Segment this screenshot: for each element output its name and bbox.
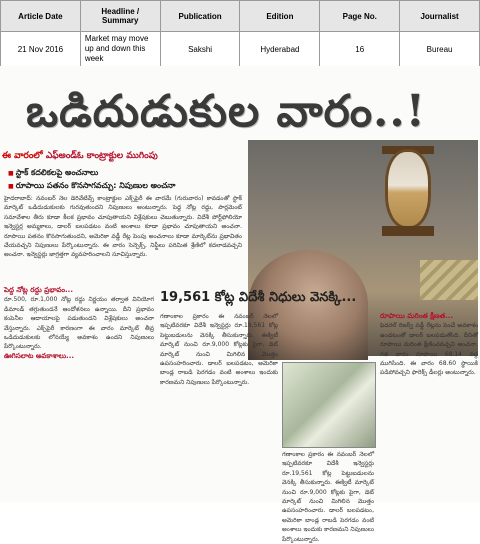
header-headline-summary: Headline / Summary: [80, 1, 160, 32]
article-right-text: ఫెడరల్ రిజర్వ్ వడ్డీ రేట్లను పెంచే అవకాశం ఉండటంతో డాలర్ బలపడుతోంది. దీనితో రూపాయి మరింత క్షీణించవచ్చని అంచనా. గత వారం రూపాయి 68.14 వద్ద ముగిసింది. ఈ వారం 68.60 స్థాయికి పడిపోవచ్చని ఫారెక్స్ డీలర్లు అంటున్నారు.: [380, 322, 478, 377]
article-left-text: రూ.500, రూ.1,000 నోట్ల రద్దు నిర్ణయం తర్వాత వినియోగ డిమాండ్ తగ్గుతుందనే ఆందోళనలు ఉన్నాయి. దీని ప్రభావం కంపెనీల ఆదాయాలపై పడుతుందని విశ్లేషకులు అంచనా వేస్తున్నారు. ఎక్స్‌పైరీ కారణంగా ఈ వారం మార్కెట్ తీవ్ర ఒడిదుడుకులకు లోనయ్యే అవకాశం ఉందని నిపుణులు పేర్కొంటున్నారు.: [4, 296, 154, 351]
photo-hourglass: [388, 152, 428, 226]
photo-hourglass-base: [382, 226, 434, 236]
article-left-column: [4, 286, 154, 500]
section-heading-volatility: ఊగిసలాట అవకాశాలు...: [4, 351, 75, 360]
section-heading-rupee: రూపాయి మరింత క్షీణత...: [380, 312, 454, 320]
article-lower-middle-text: గణాంకాల ప్రకారం ఈ నవంబర్ నెలలో ఇప్పటివరకూ విదేశీ ఇన్వెస్టర్లు రూ.19,561 కోట్ల పెట్టుబడులను వెనక్కి తీసుకున్నారు. ఈక్విటీ మార్కెట్ నుంచి రూ.9,000 కోట్లకు పైగా, డెట్ మార్కెట్ నుంచి మిగిలిన మొత్తం ఉపసంహరించారు. డాలర్ బలపడటం, అమెరికా బాండ్ల రాబడి పెరగడం వంటి అంశాలు ఇందుకు కారణమని నిపుణులు పేర్కొంటున్నారు.: [282, 451, 374, 543]
bullet-item: ■ స్టాక్ కదలికలపై అంచనాలు: [8, 166, 240, 179]
cell-headline-summary: Market may move up and down this week: [80, 32, 160, 67]
clipping-metadata-table: [0, 0, 480, 67]
cell-article-date: 21 Nov 2016: [1, 32, 81, 67]
fpi-subheading: 19,561 కోట్ల విదేశీ నిధులు వెనక్కి...: [160, 290, 357, 305]
header-publication: Publication: [160, 1, 240, 32]
table-row: [1, 32, 480, 67]
section-heading-note-ban: పెద్ద నోట్ల రద్దు ప్రభావం...: [4, 286, 73, 294]
article-intro-text: హైదరాబాద్: నవంబర్ నెల డెరివేటివ్స్ కాంట్రాక్టుల ఎక్స్‌పైరీ ఈ వారమే (గురువారం) కావడంతో స్టాక్ మార్కెట్ ఒడిదుడుకులకు గురవుతుందని నిపుణులు అంటున్నారు. పెద్ద నోట్ల రద్దు, పార్లమెంట్ సమావేశాల తీరు కూడా కీలక ప్రభావం చూపుతాయని విశ్లేషకులు చెబుతున్నారు. విదేశీ పోర్ట్‌ఫోలియో ఇన్వెస్టర్ల అమ్మకాలు, డాలర్ బలపడటం వంటి అంశాలు కూడా ప్రభావం చూపుతాయని అంచనా. రూపాయి పతనం కొనసాగుతుందని, అమెరికా వడ్డీ రేట్ల పెంపు అంచనాలు కూడా మార్కెట్‌ను ప్రభావితం చేయవచ్చని నిపుణులు పేర్కొంటున్నారు. ఈ వారం సెన్సెక్స్, నిఫ్టీలు పరిమిత శ్రేణిలో కదలాడవచ్చని అంచనా. ఇన్వెస్టర్లు జాగ్రత్తగా వ్యవహరించాలని సూచిస్తున్నారు.: [4, 195, 242, 259]
currency-notes-image: [282, 362, 376, 448]
header-article-date: Article Date: [1, 1, 81, 32]
kicker-lead: ఈ వారంలో: [2, 151, 43, 161]
header-page-no: Page No.: [320, 1, 400, 32]
article-lower-middle-column: [282, 450, 374, 543]
header-journalist: Journalist: [400, 1, 480, 32]
cell-publication: Sakshi: [160, 32, 240, 67]
article-intro-column: [4, 194, 242, 284]
cell-page-no: 16: [320, 32, 400, 67]
bullet-item: ■ రూపాయి పతనం కొనసాగవచ్చు: నిపుణుల అంచనా: [8, 179, 240, 192]
cell-edition: Hyderabad: [240, 32, 320, 67]
article-right-column: [380, 312, 478, 500]
article-middle-text: గణాంకాల ప్రకారం ఈ నవంబర్ నెలలో ఇప్పటివరకూ విదేశీ ఇన్వెస్టర్లు రూ.19,561 కోట్ల పెట్టుబడులను వెనక్కి తీసుకున్నారు. ఈక్విటీ మార్కెట్ నుంచి రూ.9,000 కోట్లకు పైగా, డెట్ మార్కెట్ నుంచి మిగిలిన మొత్తం ఉపసంహరించారు. డాలర్ బలపడటం, అమెరికా బాండ్ల రాబడి పెరగడం వంటి అంశాలు ఇందుకు కారణమని నిపుణులు పేర్కొంటున్నారు.: [160, 313, 278, 386]
article-middle-column: [160, 312, 278, 500]
cell-journalist: Bureau: [400, 32, 480, 67]
clipping-headline: ఒడిదుడుకుల వారం..!: [26, 86, 426, 137]
table-header-row: [1, 1, 480, 32]
newspaper-clipping: [0, 66, 480, 543]
photo-currency-notes: [420, 260, 478, 300]
bullet-list: [8, 166, 240, 192]
kicker-rest: ఎఫ్‌అండ్‌ఓ కాంట్రాక్టుల ముగింపు: [42, 151, 158, 161]
header-edition: Edition: [240, 1, 320, 32]
